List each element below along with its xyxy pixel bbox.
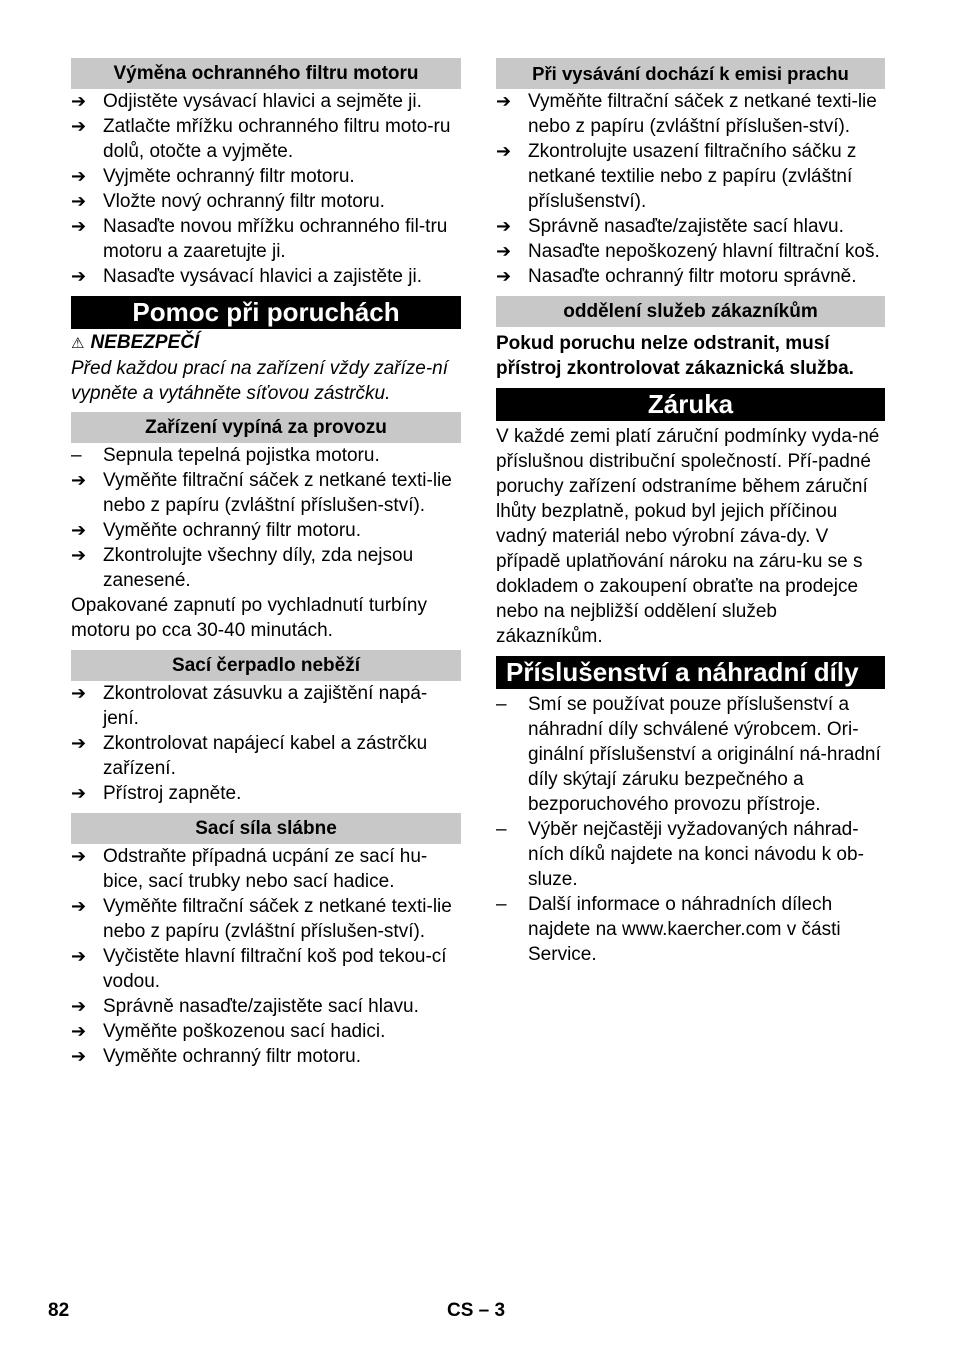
right-column: [496, 58, 885, 967]
warning-triangle-icon: ⚠: [71, 335, 85, 352]
list-item: ➔ Vyjměte ochranný filtr motoru.: [71, 166, 355, 187]
list-item: ➔ Vyměňte poškozenou sací hadici.: [71, 1021, 386, 1042]
list-item: ➔ Vyměňte filtrační sáček z netkané texti-lie nebo z papíru (zvláštní příslušen-ství).: [71, 470, 452, 516]
arrow-icon: ➔: [496, 216, 512, 236]
dash-marker: –: [496, 894, 507, 915]
customer-service-text: Pokud poruchu nelze odstranit, musí přístroj zkontrolovat zákaznická služba.: [496, 333, 854, 379]
arrow-icon: ➔: [71, 896, 87, 916]
arrow-icon: ➔: [71, 545, 87, 565]
list-item: ➔ Správně nasaďte/zajistěte sací hlavu.: [71, 996, 419, 1017]
list-item: – Další informace o náhradních dílech najdete na www.kaercher.com v části Service.: [496, 894, 841, 965]
list-item: ➔ Vyměňte filtrační sáček z netkané texti-lie nebo z papíru (zvláštní příslušen-ství).: [496, 91, 877, 137]
list-item: ➔ Přístroj zapněte.: [71, 783, 242, 804]
arrow-icon: ➔: [496, 141, 512, 161]
arrow-icon: ➔: [71, 91, 87, 111]
chapter-heading-accessories: Příslušenství a náhradní díly: [496, 656, 885, 689]
chapter-heading-warranty: Záruka: [496, 388, 885, 421]
list-item: ➔ Vložte nový ochranný filtr motoru.: [71, 191, 385, 212]
arrow-icon: ➔: [71, 783, 87, 803]
chapter-heading-troubleshooting: Pomoc při poruchách: [71, 296, 461, 329]
section-heading-switches-off: Zařízení vypíná za provozu: [71, 412, 461, 443]
section-heading-dust-emission: Při vysávání dochází k emisi prachu: [496, 58, 885, 89]
arrow-icon: ➔: [71, 946, 87, 966]
warranty-text: V každé zemi platí záruční podmínky vyda-né příslušnou distribuční společností. Pří-padné poruchy zařízení odstraníme během záruční lhůty bezplatně, pokud byl jejich příčinou vadný materiál nebo výrobní záva-dy. V případě uplatňování nároku na záru-ku se s dokladem o zakoupení obraťte na prodejce nebo na nejbližší oddělení služeb zákazníkům.: [496, 426, 880, 647]
page-number: 82: [48, 1300, 70, 1321]
section-code: CS – 3: [447, 1300, 506, 1321]
arrow-icon: ➔: [496, 266, 512, 286]
section-heading-suction-weakens: Sací síla slábne: [71, 813, 461, 844]
arrow-icon: ➔: [71, 470, 87, 490]
list-item: ➔ Zkontrolovat zásuvku a zajištění napá-jení.: [71, 683, 428, 729]
arrow-icon: ➔: [71, 1021, 87, 1041]
dash-marker: –: [496, 819, 507, 840]
arrow-icon: ➔: [496, 91, 512, 111]
arrow-icon: ➔: [71, 520, 87, 540]
list-item: ➔ Vyměňte ochranný filtr motoru.: [71, 520, 362, 541]
list-item: ➔ Nasaďte nepoškozený hlavní filtrační koš.: [496, 241, 880, 262]
list-item: – Sepnula tepelná pojistka motoru.: [71, 445, 380, 466]
section-heading-motor-filter-replacement: Výměna ochranného filtru motoru: [71, 58, 461, 89]
list-item: ➔ Vyčistěte hlavní filtrační koš pod tekou-cí vodou.: [71, 946, 447, 992]
arrow-icon: ➔: [71, 116, 87, 136]
danger-warning: ⚠ NEBEZPEČÍ: [71, 332, 200, 353]
list-item: ➔ Vyměňte filtrační sáček z netkané texti-lie nebo z papíru (zvláštní příslušen-ství).: [71, 896, 452, 942]
list-item: ➔ Zkontrolujte usazení filtračního sáčku z netkané textilie nebo z papíru (zvláštní příslušenství).: [496, 141, 857, 212]
arrow-icon: ➔: [71, 1046, 87, 1066]
list-dust-emission: [496, 89, 885, 289]
dash-marker: –: [496, 694, 507, 715]
arrow-icon: ➔: [71, 166, 87, 186]
arrow-icon: ➔: [496, 241, 512, 261]
arrow-icon: ➔: [71, 191, 87, 211]
list-motor-filter-steps: [71, 89, 461, 289]
danger-warning-text: Před každou prací na zařízení vždy zaříze-ní vypněte a vytáhněte síťovou zástrčku.: [71, 358, 449, 404]
arrow-icon: ➔: [71, 996, 87, 1016]
list-item: – Výběr nejčastěji vyžadovaných náhrad-ních díků najdete na konci návodu k ob-sluze.: [496, 819, 864, 890]
arrow-icon: ➔: [71, 733, 87, 753]
list-item: ➔ Nasaďte vysávací hlavici a zajistěte ji.: [71, 266, 422, 287]
section-heading-customer-service: oddělení služeb zákazníkům: [496, 296, 885, 327]
arrow-icon: ➔: [71, 266, 87, 286]
section-heading-pump-not-running: Sací čerpadlo neběží: [71, 650, 461, 681]
list-item: ➔ Nasaďte ochranný filtr motoru správně.: [496, 266, 857, 287]
dash-marker: –: [71, 445, 82, 466]
list-item: ➔ Zatlačte mřížku ochranného filtru moto-ru dolů, otočte a vyjměte.: [71, 116, 451, 162]
list-item: ➔ Správně nasaďte/zajistěte sací hlavu.: [496, 216, 844, 237]
restart-note: Opakované zapnutí po vychladnutí turbíny motoru po cca 30-40 minutách.: [71, 595, 427, 641]
list-item: ➔ Zkontrolujte všechny díly, zda nejsou zanesené.: [71, 545, 414, 591]
left-column: [71, 58, 461, 1069]
list-suction-weakens: [71, 844, 461, 1069]
list-item: ➔ Zkontrolovat napájecí kabel a zástrčku zařízení.: [71, 733, 428, 779]
arrow-icon: ➔: [71, 216, 87, 236]
list-item: ➔ Odjistěte vysávací hlavici a sejměte ji.: [71, 91, 422, 112]
list-accessories: [496, 692, 885, 967]
arrow-icon: ➔: [71, 846, 87, 866]
arrow-icon: ➔: [71, 683, 87, 703]
list-pump-not-running: [71, 681, 461, 806]
list-item: ➔ Odstraňte případná ucpání ze sací hu-bice, sací trubky nebo sací hadice.: [71, 846, 428, 892]
list-item: ➔ Vyměňte ochranný filtr motoru.: [71, 1046, 362, 1067]
list-switches-off: [71, 443, 461, 593]
list-item: – Smí se používat pouze příslušenství a náhradní díly schválené výrobcem. Ori-ginální příslušenství a originální ná-hradní díly skýtají záruku bezpečného a bezporuchového provozu přístroje.: [496, 694, 881, 815]
list-item: ➔ Nasaďte novou mřížku ochranného fil-tru motoru a zaaretujte ji.: [71, 216, 448, 262]
